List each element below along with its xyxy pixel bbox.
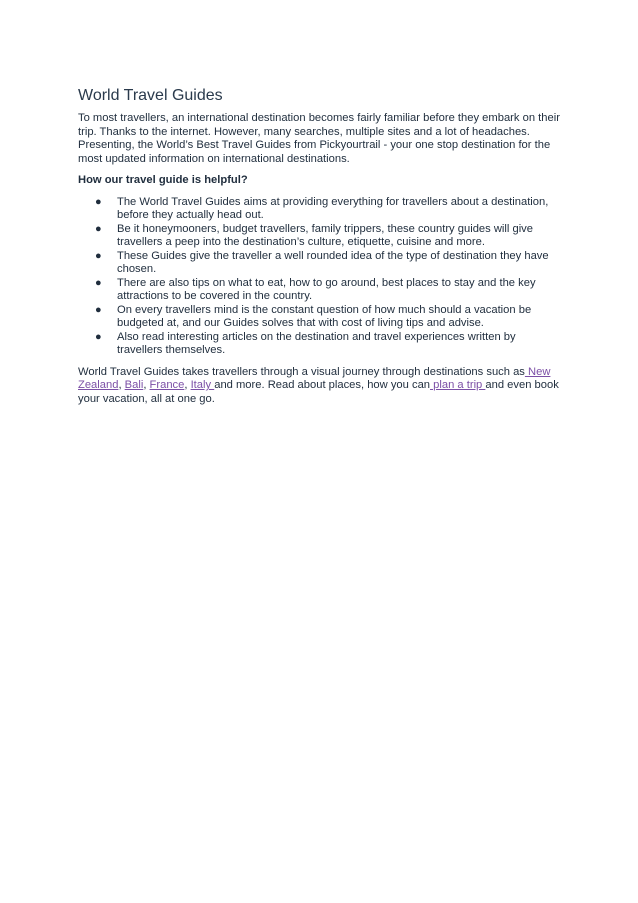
bullet-icon: ● <box>95 195 102 208</box>
list-item-text: Also read interesting articles on the destination and travel experiences written by travellers themselves. <box>117 330 516 356</box>
list-item <box>78 277 560 304</box>
intro-paragraph: To most travellers, an international destination becomes fairly familiar before they embark on their trip. Thanks to the internet. However, many searches, multiple sites and a lot of headaches. Presenting, the World’s Best Travel Guides from Pickyourtrail - your one stop destination for the most updated information on international destinations. <box>78 112 560 165</box>
separator: , <box>143 379 150 391</box>
page-title: World Travel Guides <box>78 87 223 104</box>
link-france[interactable]: France <box>149 379 185 391</box>
link-italy[interactable]: Italy <box>190 379 215 391</box>
bullet-icon: ● <box>95 330 102 343</box>
document-body <box>78 86 560 406</box>
list-item <box>78 223 560 250</box>
list-item <box>78 304 560 331</box>
bullet-icon: ● <box>95 276 102 289</box>
separator: , <box>118 379 125 391</box>
list-item-text: These Guides give the traveller a well rounded idea of the type of destination they have chosen. <box>117 249 549 275</box>
closing-text-middle: and more. Read about places, how you can <box>214 379 431 391</box>
separator: , <box>184 379 191 391</box>
link-new-zealand[interactable]: New Zealand <box>78 365 551 391</box>
bullet-icon: ● <box>95 303 102 316</box>
list-item-text: Be it honeymooners, budget travellers, family trippers, these country guides will give travellers a peep into the destination’s culture, etiquette, cuisine and more. <box>117 222 534 248</box>
list-item <box>78 331 560 358</box>
bullet-icon: ● <box>95 222 102 235</box>
closing-text-after: and even book your vacation, all at one go. <box>78 379 559 405</box>
list-item-text: There are also tips on what to eat, how to go around, best places to stay and the key attractions to be covered in the country. <box>117 276 536 302</box>
list-item-text: The World Travel Guides aims at providing everything for travellers about a destination, before they actually head out. <box>117 195 549 221</box>
bullet-icon: ● <box>95 249 102 262</box>
list-item <box>78 196 560 223</box>
closing-text-before: World Travel Guides takes travellers through a visual journey through destinations such as <box>78 365 525 378</box>
section-heading: How our travel guide is helpful? <box>78 174 248 186</box>
link-bali[interactable]: Bali <box>124 379 144 391</box>
link-plan-a-trip[interactable]: plan a trip <box>430 379 486 391</box>
list-item-text: On every travellers mind is the constant question of how much should a vacation be budgeted at, and our Guides solves that with cost of living tips and advise. <box>117 303 532 329</box>
closing-paragraph <box>78 366 560 407</box>
list-item <box>78 250 560 277</box>
benefits-list <box>78 196 560 358</box>
